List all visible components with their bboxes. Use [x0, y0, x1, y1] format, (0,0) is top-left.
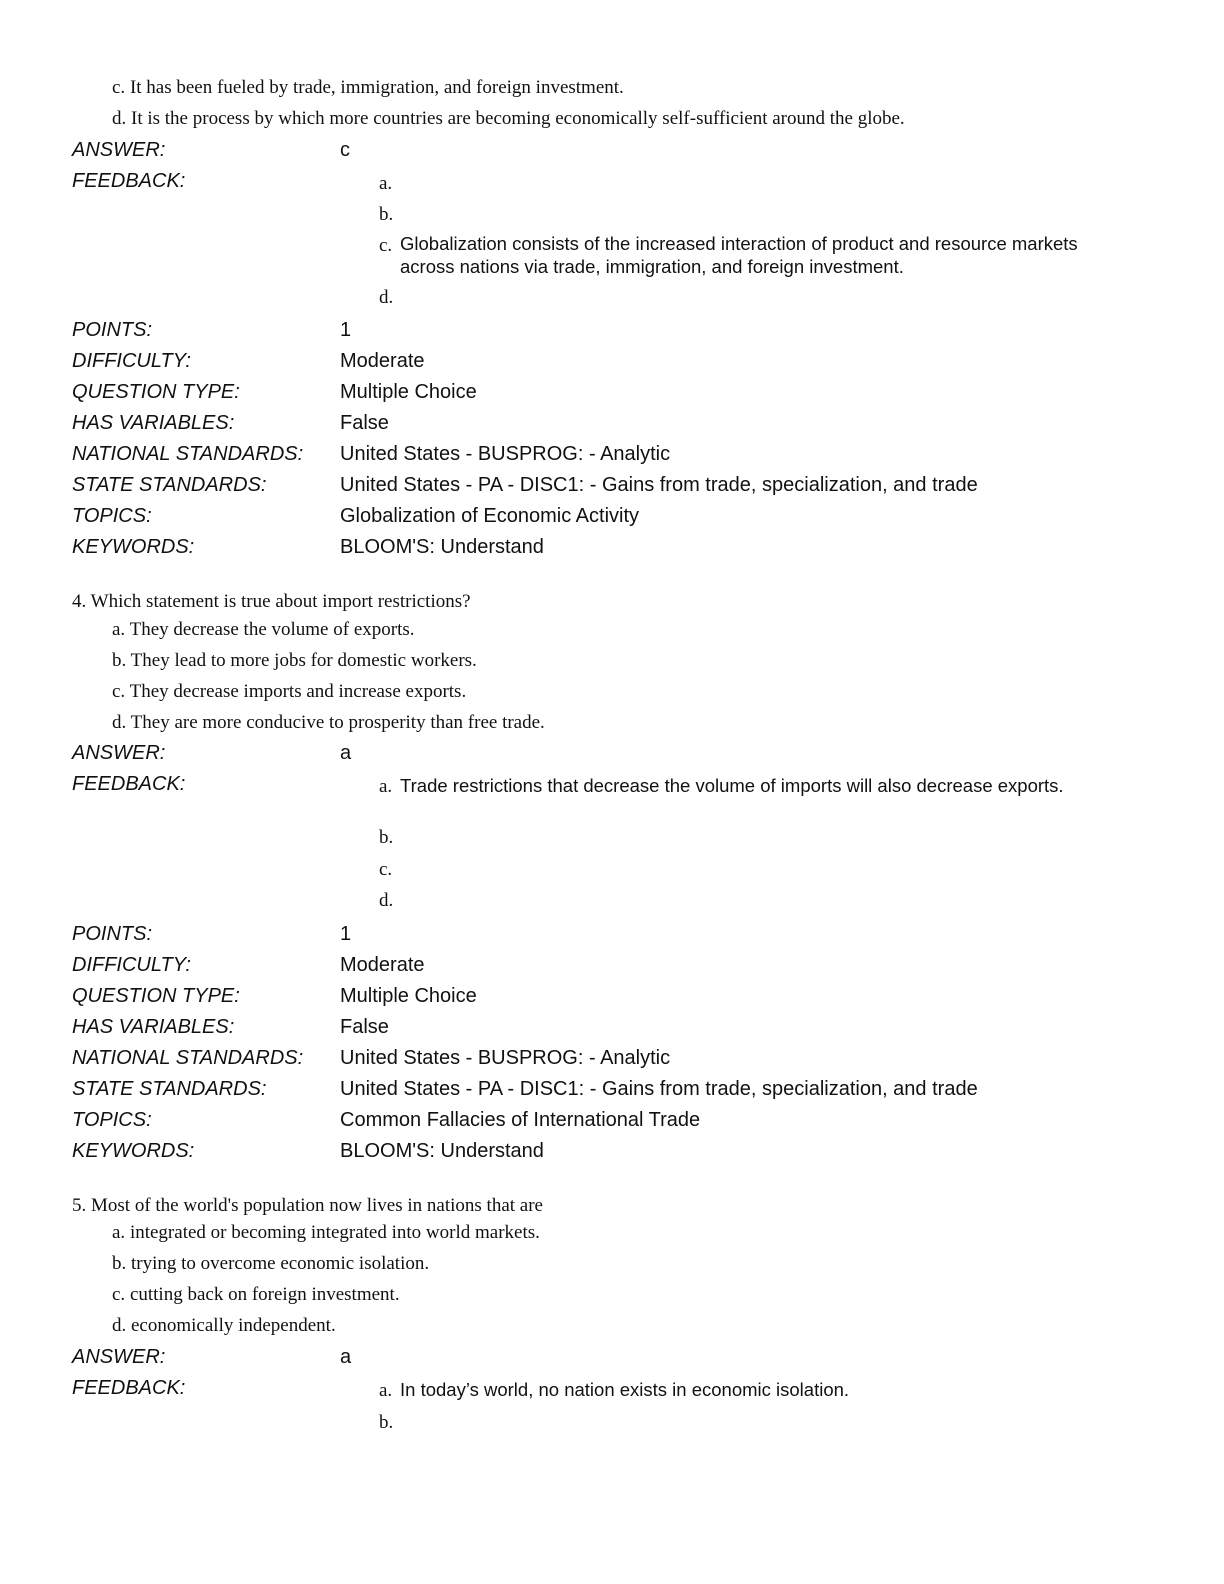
- feedback-letter: b.: [379, 204, 394, 225]
- national-standards-value: United States - BUSPROG: - Analytic: [340, 1047, 671, 1069]
- choice-d: d. They are more conducive to prosperity than free trade.: [112, 712, 545, 733]
- answer-label: ANSWER:: [72, 139, 166, 161]
- answer-value: a: [340, 742, 352, 764]
- national-standards-value: United States - BUSPROG: - Analytic: [340, 443, 671, 465]
- national-standards-label: NATIONAL STANDARDS:: [72, 1047, 304, 1069]
- topics-value: Common Fallacies of International Trade: [340, 1109, 701, 1131]
- has-variables-label: HAS VARIABLES:: [72, 412, 235, 434]
- has-variables-label: HAS VARIABLES:: [72, 1016, 235, 1038]
- feedback-letter: a.: [379, 776, 393, 797]
- keywords-label: KEYWORDS:: [72, 1140, 195, 1162]
- choice-a: a. They decrease the volume of exports.: [112, 619, 415, 640]
- question-type-label: QUESTION TYPE:: [72, 985, 240, 1007]
- topics-label: TOPICS:: [72, 505, 152, 527]
- difficulty-label: DIFFICULTY:: [72, 954, 191, 976]
- feedback-letter: a.: [379, 1380, 393, 1401]
- answer-label: ANSWER:: [72, 742, 166, 764]
- choice-b: b. They lead to more jobs for domestic workers.: [112, 650, 477, 671]
- feedback-label: FEEDBACK:: [72, 1377, 186, 1399]
- has-variables-value: False: [340, 412, 389, 434]
- points-value: 1: [340, 319, 352, 341]
- state-standards-label: STATE STANDARDS:: [72, 1078, 267, 1100]
- choice-c: c. It has been fueled by trade, immigration, and foreign investment.: [112, 77, 624, 98]
- feedback-letter: b.: [379, 1412, 394, 1433]
- keywords-value: BLOOM'S: Understand: [340, 536, 544, 558]
- choice-c: c. They decrease imports and increase exports.: [112, 681, 467, 702]
- choice-c: c. cutting back on foreign investment.: [112, 1284, 400, 1305]
- feedback-letter: c.: [379, 235, 393, 256]
- has-variables-value: False: [340, 1016, 389, 1038]
- choice-b: b. trying to overcome economic isolation.: [112, 1253, 430, 1274]
- feedback-letter: c.: [379, 859, 393, 880]
- topics-value: Globalization of Economic Activity: [340, 505, 640, 527]
- question-type-value: Multiple Choice: [340, 381, 477, 403]
- topics-label: TOPICS:: [72, 1109, 152, 1131]
- difficulty-value: Moderate: [340, 350, 425, 372]
- question-type-label: QUESTION TYPE:: [72, 381, 240, 403]
- feedback-text: In today’s world, no nation exists in economic isolation.: [400, 1379, 850, 1400]
- feedback-label: FEEDBACK:: [72, 773, 186, 795]
- points-label: POINTS:: [72, 319, 153, 341]
- national-standards-label: NATIONAL STANDARDS:: [72, 443, 304, 465]
- keywords-label: KEYWORDS:: [72, 536, 195, 558]
- feedback-text: Trade restrictions that decrease the volume of imports will also decrease exports.: [400, 775, 1064, 796]
- feedback-letter: d.: [379, 890, 394, 911]
- answer-value: c: [340, 139, 350, 161]
- state-standards-value: United States - PA - DISC1: - Gains from trade, specialization, and trade: [340, 1078, 978, 1100]
- keywords-value: BLOOM'S: Understand: [340, 1140, 544, 1162]
- points-label: POINTS:: [72, 923, 153, 945]
- feedback-label: FEEDBACK:: [72, 170, 186, 192]
- choice-d: d. It is the process by which more countries are becoming economically self-sufficient around the globe.: [112, 108, 905, 129]
- difficulty-label: DIFFICULTY:: [72, 350, 191, 372]
- question-stem: 4. Which statement is true about import restrictions?: [72, 591, 471, 612]
- state-standards-label: STATE STANDARDS:: [72, 474, 267, 496]
- points-value: 1: [340, 923, 352, 945]
- feedback-letter: d.: [379, 287, 394, 308]
- difficulty-value: Moderate: [340, 954, 425, 976]
- feedback-letter: b.: [379, 827, 394, 848]
- answer-value: a: [340, 1346, 352, 1368]
- question-type-value: Multiple Choice: [340, 985, 477, 1007]
- answer-label: ANSWER:: [72, 1346, 166, 1368]
- state-standards-value: United States - PA - DISC1: - Gains from trade, specialization, and trade: [340, 474, 978, 496]
- choice-d: d. economically independent.: [112, 1315, 336, 1336]
- feedback-text: Globalization consists of the increased interaction of product and resource markets across nations via trade, immigration, and foreign investment.: [400, 233, 1078, 277]
- question-stem: 5. Most of the world's population now lives in nations that are: [72, 1195, 543, 1216]
- feedback-letter: a.: [379, 173, 393, 194]
- choice-a: a. integrated or becoming integrated into world markets.: [112, 1222, 540, 1243]
